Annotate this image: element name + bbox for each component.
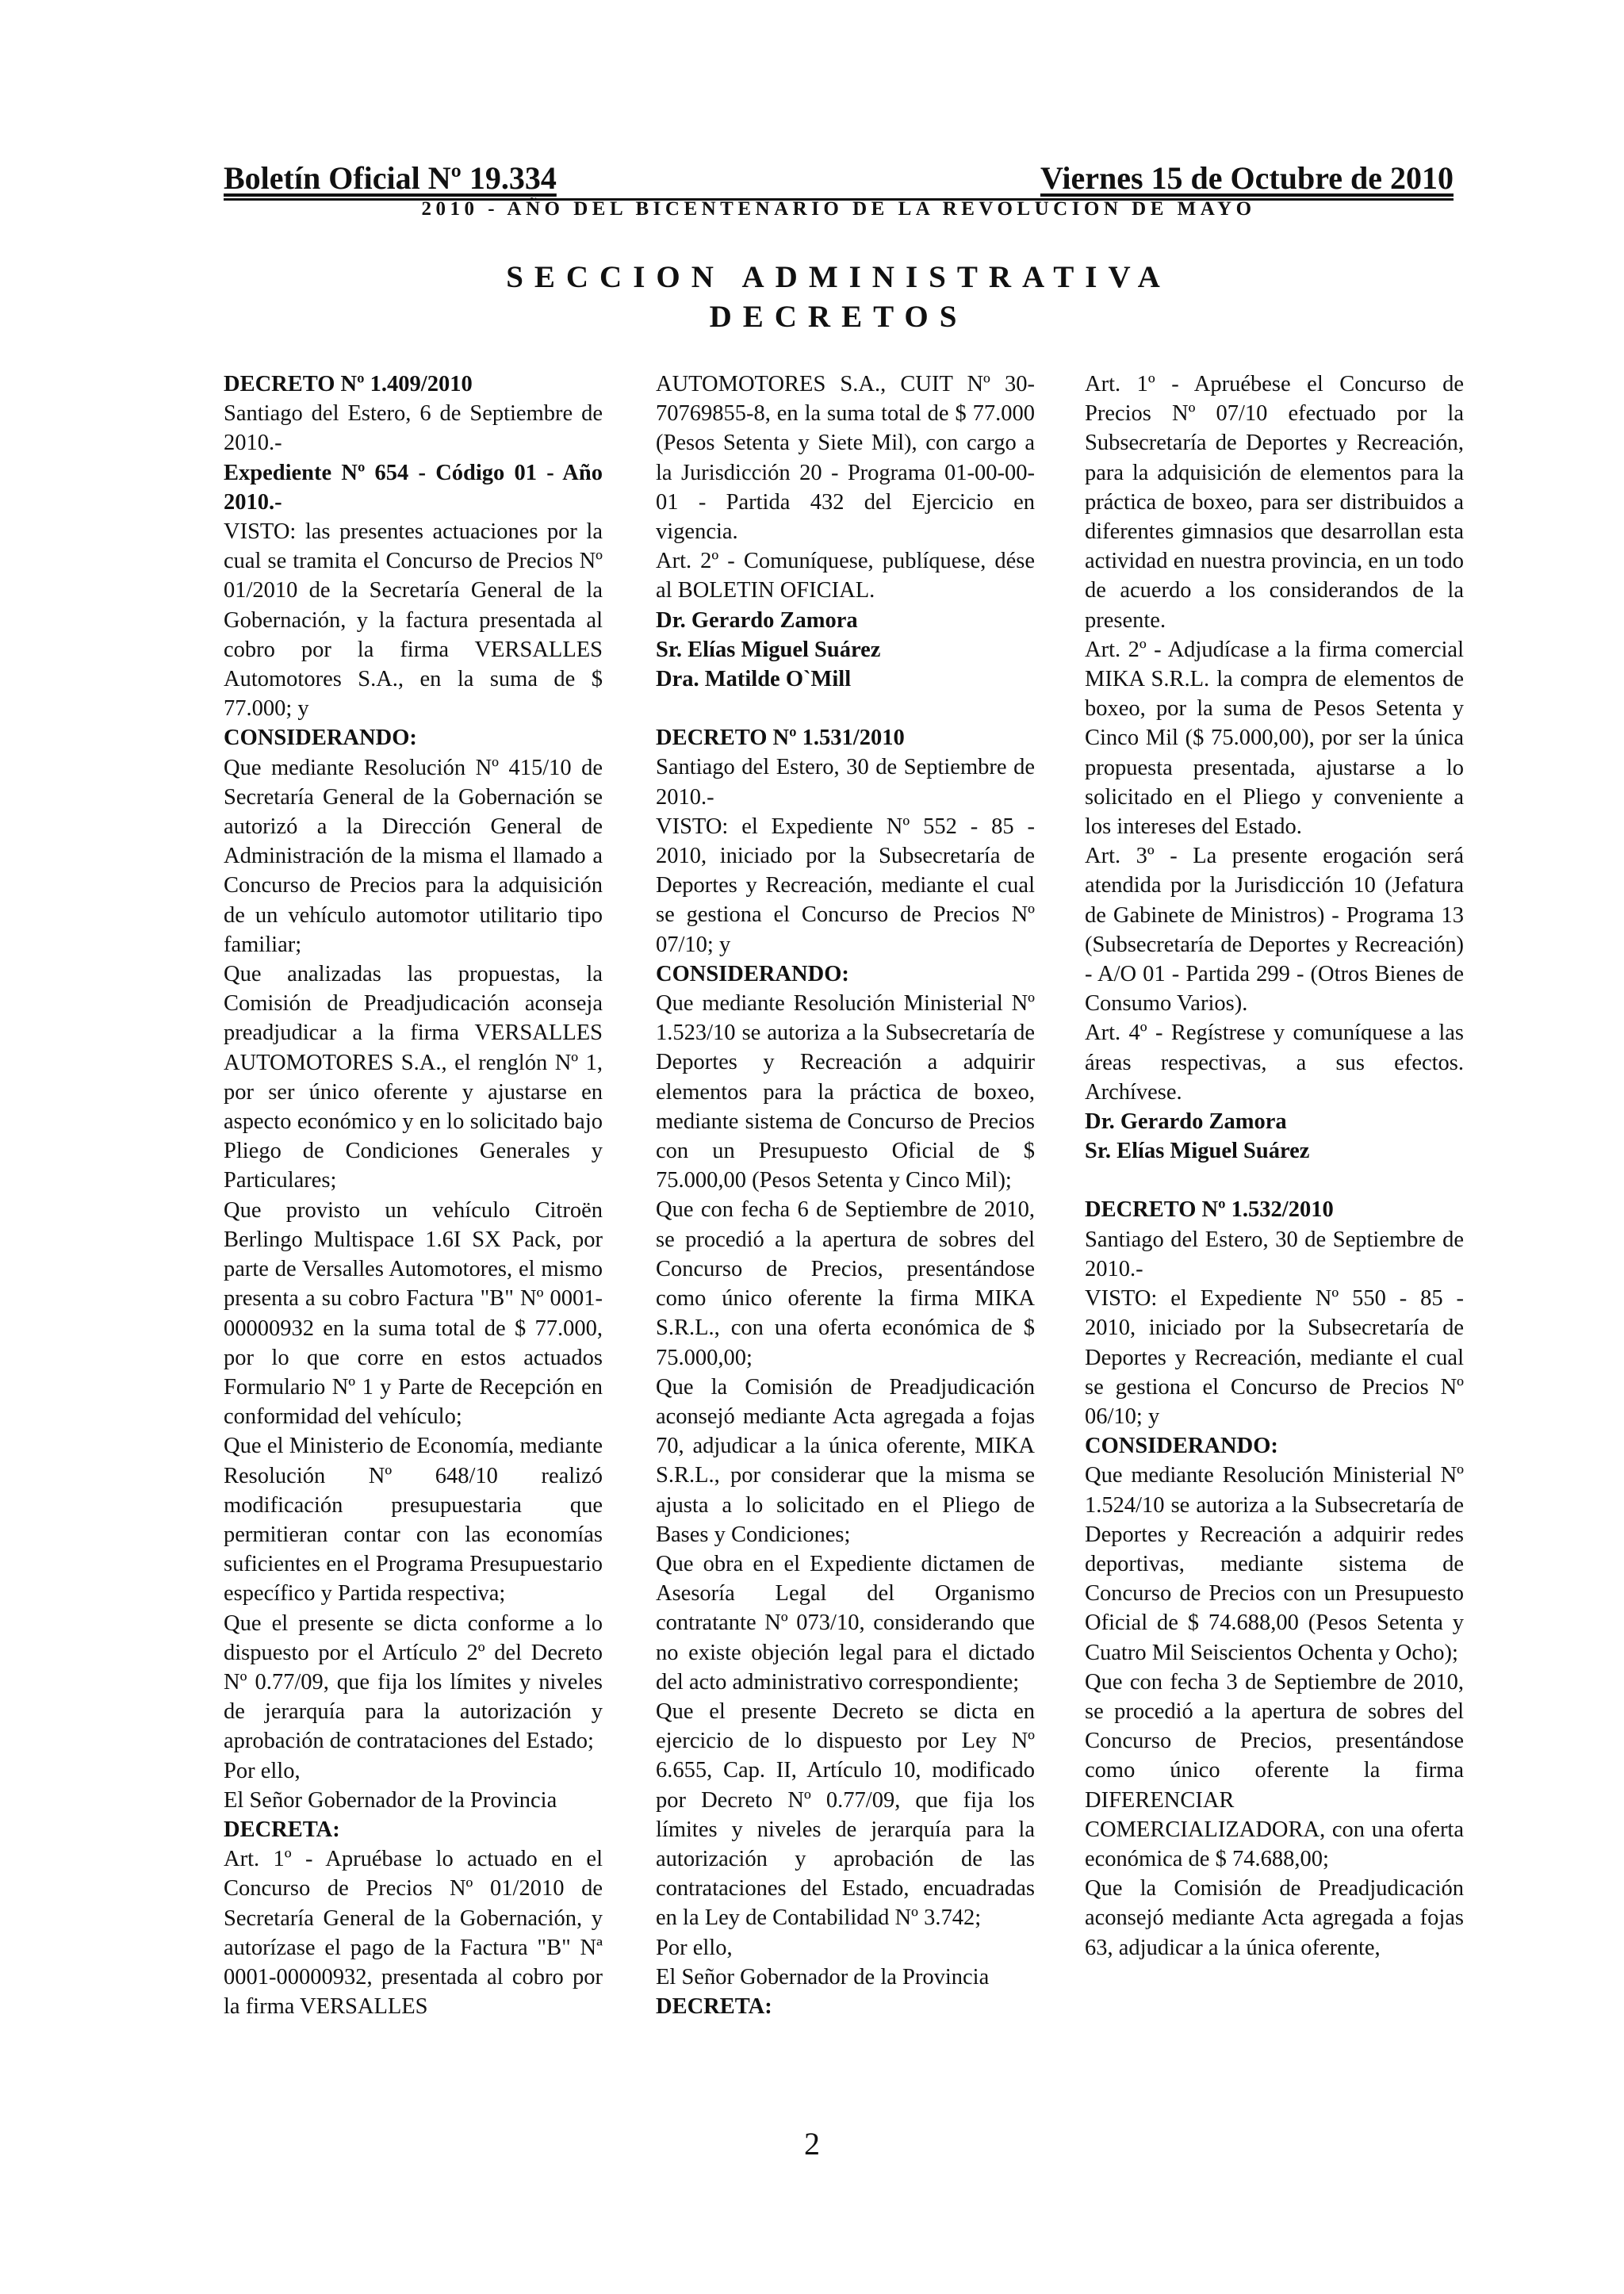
paragraph: Que provisto un vehículo Citroën Berlingo Multispace 1.6I SX Pack, por parte de Versalles Automotores, el mismo presenta a su cobro Factura "B" Nº 0001-00000932 en la suma total de $ 77.000, por lo que corre en estos actuados Formulario Nº 1 y Parte de Recepción en conformidad del vehículo; <box>224 1197 603 1430</box>
paragraph: Que mediante Resolución Ministerial Nº 1.524/10 se autoriza a la Subsecretaría de Deportes y Recreación a adquirir redes deportivas, mediante sistema de Concurso de Precios con un Presupuesto Oficial de $ 74.688,00 (Pesos Setenta y Cuatro Mil Seiscientos Ochenta y Ocho); <box>1085 1463 1464 1665</box>
section-title <box>224 258 1454 337</box>
paragraph-gap <box>1085 1166 1464 1195</box>
paragraph: Art. 2º - Comuníquese, publíquese, dése al BOLETIN OFICIAL. <box>656 549 1035 603</box>
bold-heading: DECRETA: <box>224 1817 340 1842</box>
paragraph-gap <box>656 694 1035 723</box>
bulletin-motto: 2010 - AÑO DEL BICENTENARIO DE LA REVOLUCION DE MAYO <box>421 198 1256 220</box>
paragraph: Que analizadas las propuestas, la Comisión de Preadjudicación aconseja preadjudicar a la firma VERSALLES AUTOMOTORES S.A., el renglón Nº 1, por ser único oferente y ajustarse en aspecto económico y en lo solicitado bajo Pliego de Condiciones Generales y Particulares; <box>224 962 603 1193</box>
bold-heading: CONSIDERANDO: <box>224 726 417 751</box>
bold-heading: Dra. Matilde O`Mill <box>656 667 852 692</box>
bold-heading: DECRETA: <box>656 1993 772 2019</box>
paragraph: AUTOMOTORES S.A., CUIT Nº 30-70769855-8, en la suma total de $ 77.000 (Pesos Setenta y Siete Mil), con cargo a la Jurisdicción 20 - Programa 01-00-00-01 - Partida 432 del Ejercicio en vigencia. <box>656 372 1035 545</box>
paragraph: VISTO: el Expediente Nº 550 - 85 - 2010, iniciado por la Subsecretaría de Deportes y Recreación, mediante el cual se gestiona el Concurso de Precios Nº 06/10; y <box>1085 1286 1464 1429</box>
bold-heading: CONSIDERANDO: <box>656 961 849 986</box>
section-title-line1: SECCION ADMINISTRATIVA <box>506 260 1171 294</box>
bold-heading: Expediente Nº 654 - Código 01 - Año 2010.- <box>224 460 603 515</box>
section-title-line2: DECRETOS <box>709 300 968 334</box>
paragraph: Santiago del Estero, 30 de Septiembre de 2010.- <box>656 755 1035 810</box>
paragraph: Art. 1º - Apruébese el Concurso de Precios Nº 07/10 efectuado por la Subsecretaría de Deportes y Recreación, para la adquisición de elementos para la práctica de boxeo, para ser distribuidos a diferentes gimnasios que desarrollan esta actividad en nuestra provincia, en un todo de acuerdo a los considerandos de la presente. <box>1085 372 1464 633</box>
paragraph: Art. 4º - Regístrese y comuníquese a las áreas respectivas, a sus efectos. Archívese. <box>1085 1021 1464 1105</box>
paragraph: Que la Comisión de Preadjudicación aconsejó mediante Acta agregada a fojas 63, adjudicar a la única oferente, <box>1085 1876 1464 1960</box>
paragraph: Que con fecha 6 de Septiembre de 2010, se procedió a la apertura de sobres del Concurso de Precios, presentándose como único oferente la firma MIKA S.R.L., con una oferta económica de $ 75.000,00; <box>656 1197 1035 1370</box>
paragraph: Por ello, <box>656 1935 733 1960</box>
bold-heading: Sr. Elías Miguel Suárez <box>1085 1139 1310 1164</box>
paragraph: VISTO: el Expediente Nº 552 - 85 - 2010, iniciado por la Subsecretaría de Deportes y Recreación, mediante el cual se gestiona el Concurso de Precios Nº 07/10; y <box>656 814 1035 957</box>
paragraph: Art. 2º - Adjudícase a la firma comercial MIKA S.R.L. la compra de elementos de boxeo, por la suma de Pesos Setenta y Cinco Mil ($ 75.000,00), por ser la única propuesta presentada, ajustarse a lo solicitado en el Pliego y conveniente a los intereses del Estado. <box>1085 637 1464 840</box>
paragraph: VISTO: las presentes actuaciones por la cual se tramita el Concurso de Precios Nº 01/2010 de la Secretaría General de la Gobernación, y la factura presentada al cobro por la firma VERSALLES Automotores S.A., en la suma de $ 77.000; y <box>224 519 603 722</box>
paragraph: Que el presente Decreto se dicta en ejercicio de lo dispuesto por Ley Nº 6.655, Cap. II, Artículo 10, modificado por Decreto Nº 0.77/09, que fija los límites y niveles de jerarquía para la autorización y aprobación de las contrataciones del Estado, encuadradas en la Ley de Contabilidad Nº 3.742; <box>656 1698 1035 1931</box>
text-column-2 <box>656 370 1035 2021</box>
bold-heading: DECRETO Nº 1.532/2010 <box>1085 1197 1334 1223</box>
paragraph: El Señor Gobernador de la Provincia <box>224 1787 557 1813</box>
paragraph: Que el Ministerio de Economía, mediante Resolución Nº 648/10 realizó modificación presupuestaria que permitieran contar con las economías suficientes en el Programa Presupuestario específico y Partida respectiva; <box>224 1434 603 1607</box>
bold-heading: DECRETO Nº 1.409/2010 <box>224 372 473 396</box>
paragraph: Art. 1º - Apruébase lo actuado en el Concurso de Precios Nº 01/2010 de Secretaría General de la Gobernación, y autorízase el pago de la Factura "B" Nª 0001-00000932, presentada al cobro por la firma VERSALLES <box>224 1847 603 2020</box>
bulletin-date: Viernes 15 de Octubre de 2010 <box>1040 160 1454 196</box>
paragraph: El Señor Gobernador de la Provincia <box>656 1964 990 1990</box>
bold-heading: CONSIDERANDO: <box>1085 1434 1278 1459</box>
paragraph: Que con fecha 3 de Septiembre de 2010, se procedió a la apertura de sobres del Concurso de Precios, presentándose como único oferente la firma DIFERENCIAR COMERCIALIZADORA, con una oferta económica de $ 74.688,00; <box>1085 1669 1464 1871</box>
paragraph: Art. 3º - La presente erogación será atendida por la Jurisdicción 10 (Jefatura de Gabinete de Ministros) - Programa 13 (Subsecretaría de Deportes y Recreación) - A/O 01 - Partida 299 - (Otros Bienes de Consumo Varios). <box>1085 844 1464 1017</box>
bold-heading: DECRETO Nº 1.531/2010 <box>656 726 905 751</box>
bulletin-title: Boletín Oficial Nº 19.334 <box>224 160 557 196</box>
paragraph: Santiago del Estero, 30 de Septiembre de 2010.- <box>1085 1227 1464 1281</box>
text-column-1 <box>224 370 603 2021</box>
paragraph: Que el presente se dicta conforme a lo dispuesto por el Artículo 2º del Decreto Nº 0.77/09, que fija los límites y niveles de jerarquía para la autorización y aprobación de contrataciones del Estado; <box>224 1610 603 1754</box>
bold-heading: Dr. Gerardo Zamora <box>1085 1109 1287 1135</box>
paragraph: Por ello, <box>224 1758 301 1783</box>
bulletin-header <box>224 157 1454 201</box>
paragraph: Que obra en el Expediente dictamen de Asesoría Legal del Organismo contratante Nº 073/10, considerando que no existe objeción legal para el dictado del acto administrativo correspondiente; <box>656 1551 1035 1695</box>
bold-heading: Dr. Gerardo Zamora <box>656 607 858 633</box>
paragraph: Que la Comisión de Preadjudicación aconsejó mediante Acta agregada a fojas 70, adjudicar a la única oferente, MIKA S.R.L., por considerar que la misma se ajusta a lo solicitado en el Pliego de Bases y Condiciones; <box>656 1374 1035 1547</box>
bold-heading: Sr. Elías Miguel Suárez <box>656 637 881 662</box>
text-column-3 <box>1085 370 1464 1963</box>
paragraph: Que mediante Resolución Nº 415/10 de Secretaría General de la Gobernación se autorizó a la Dirección General de Administración de la misma el llamado a Concurso de Precios para la adquisición de un vehículo automotor utilitario tipo familiar; <box>224 755 603 957</box>
paragraph: Santiago del Estero, 6 de Septiembre de 2010.- <box>224 401 603 456</box>
paragraph: Que mediante Resolución Ministerial Nº 1.523/10 se autoriza a la Subsecretaría de Deportes y Recreación a adquirir elementos para la práctica de boxeo, mediante sistema de Concurso de Precios con un Presupuesto Oficial de $ 75.000,00 (Pesos Setenta y Cinco Mil); <box>656 991 1035 1193</box>
page-number: 2 <box>804 2126 820 2162</box>
